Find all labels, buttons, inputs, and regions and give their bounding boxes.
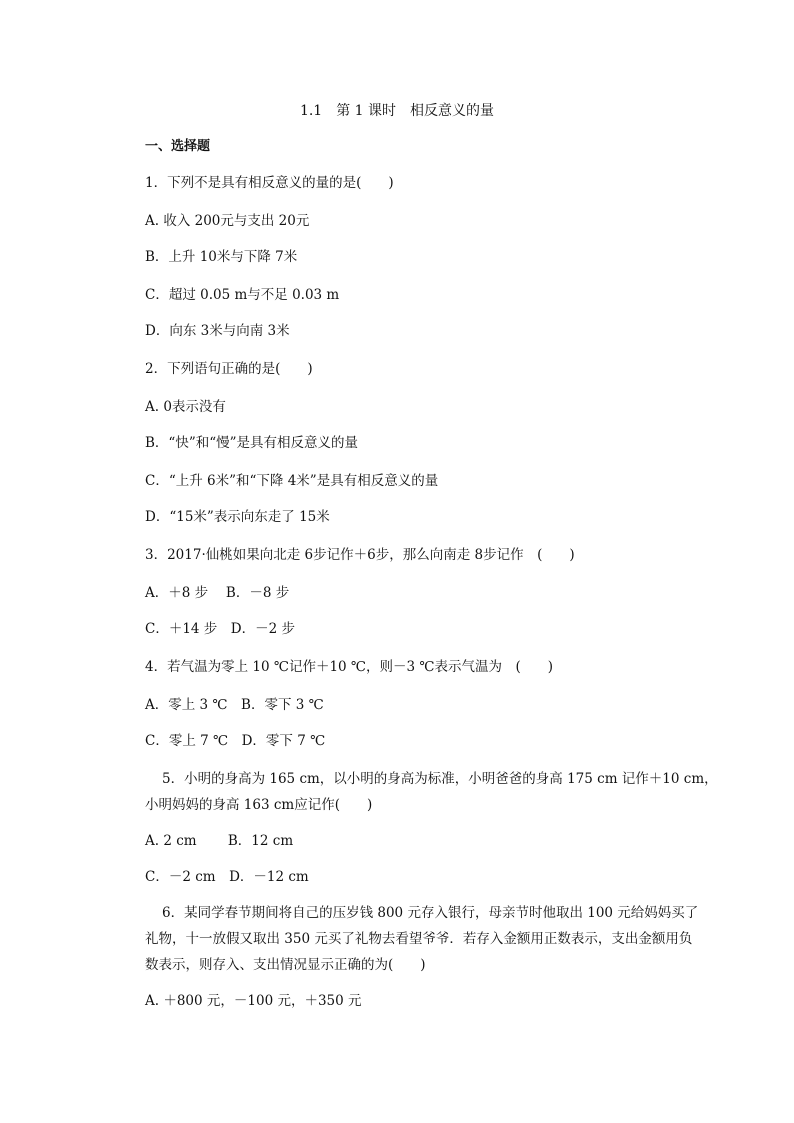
q2-option-a: A. 0表示没有	[145, 399, 226, 415]
q1-option-a: A. 收入 200元与支出 20元	[145, 213, 310, 229]
q3-stem: 3．2017·仙桃如果向北走 6步记作＋6步，那么向南走 8步记作 ( )	[145, 547, 575, 563]
q5-options-ab: A. 2 cm B．12 cm	[145, 833, 294, 849]
q2-stem: 2．下列语句正确的是( )	[145, 361, 313, 377]
q6-stem-line-1: 6．某同学春节期间将自己的压岁钱 800 元存入银行，母亲节时他取出 100 元给妈妈买了	[162, 905, 699, 921]
q5-options-cd: C．－2 cm D．－12 cm	[145, 869, 309, 885]
q5-stem-line-1: 5．小明的身高为 165 cm，以小明的身高为标准，小明爸爸的身高 175 cm 记作＋10 cm，	[162, 771, 718, 787]
q4-stem: 4．若气温为零上 10 ℃记作＋10 ℃，则－3 ℃表示气温为 ( )	[145, 659, 554, 675]
q3-options-ab: A．＋8 步 B．－8 步	[145, 585, 290, 601]
q2-option-c: C．“上升 6米”和“下降 4米”是具有相反意义的量	[145, 473, 439, 489]
q6-stem-line-3: 数表示，则存入、支出情况显示正确的为( )	[145, 957, 426, 973]
q4-options-ab: A．零上 3 ℃ B．零下 3 ℃	[145, 697, 324, 713]
q3-options-cd: C．＋14 步 D．－2 步	[145, 621, 296, 637]
q2-option-d: D．“15米”表示向东走了 15米	[145, 509, 330, 525]
page-title: 1.1 第 1 课时 相反意义的量	[299, 103, 495, 119]
section-heading: 一、选择题	[145, 139, 211, 154]
q6-option-a: A. ＋800 元，－100 元，＋350 元	[145, 993, 362, 1009]
q6-stem-line-2: 礼物，十一放假又取出 350 元买了礼物去看望爷爷．若存入金额用正数表示，支出金额用负	[145, 931, 693, 947]
q1-option-b: B．上升 10米与下降 7米	[145, 249, 298, 265]
q5-stem-line-2: 小明妈妈的身高 163 cm应记作( )	[145, 797, 373, 813]
q4-options-cd: C．零上 7 ℃ D．零下 7 ℃	[145, 733, 326, 749]
q1-stem: 1．下列不是具有相反意义的量的是( )	[145, 175, 394, 191]
q1-option-d: D．向东 3米与向南 3米	[145, 323, 290, 339]
q1-option-c: C．超过 0.05 m与不足 0.03 m	[145, 287, 340, 303]
q2-option-b: B．“快”和“慢”是具有相反意义的量	[145, 435, 359, 451]
